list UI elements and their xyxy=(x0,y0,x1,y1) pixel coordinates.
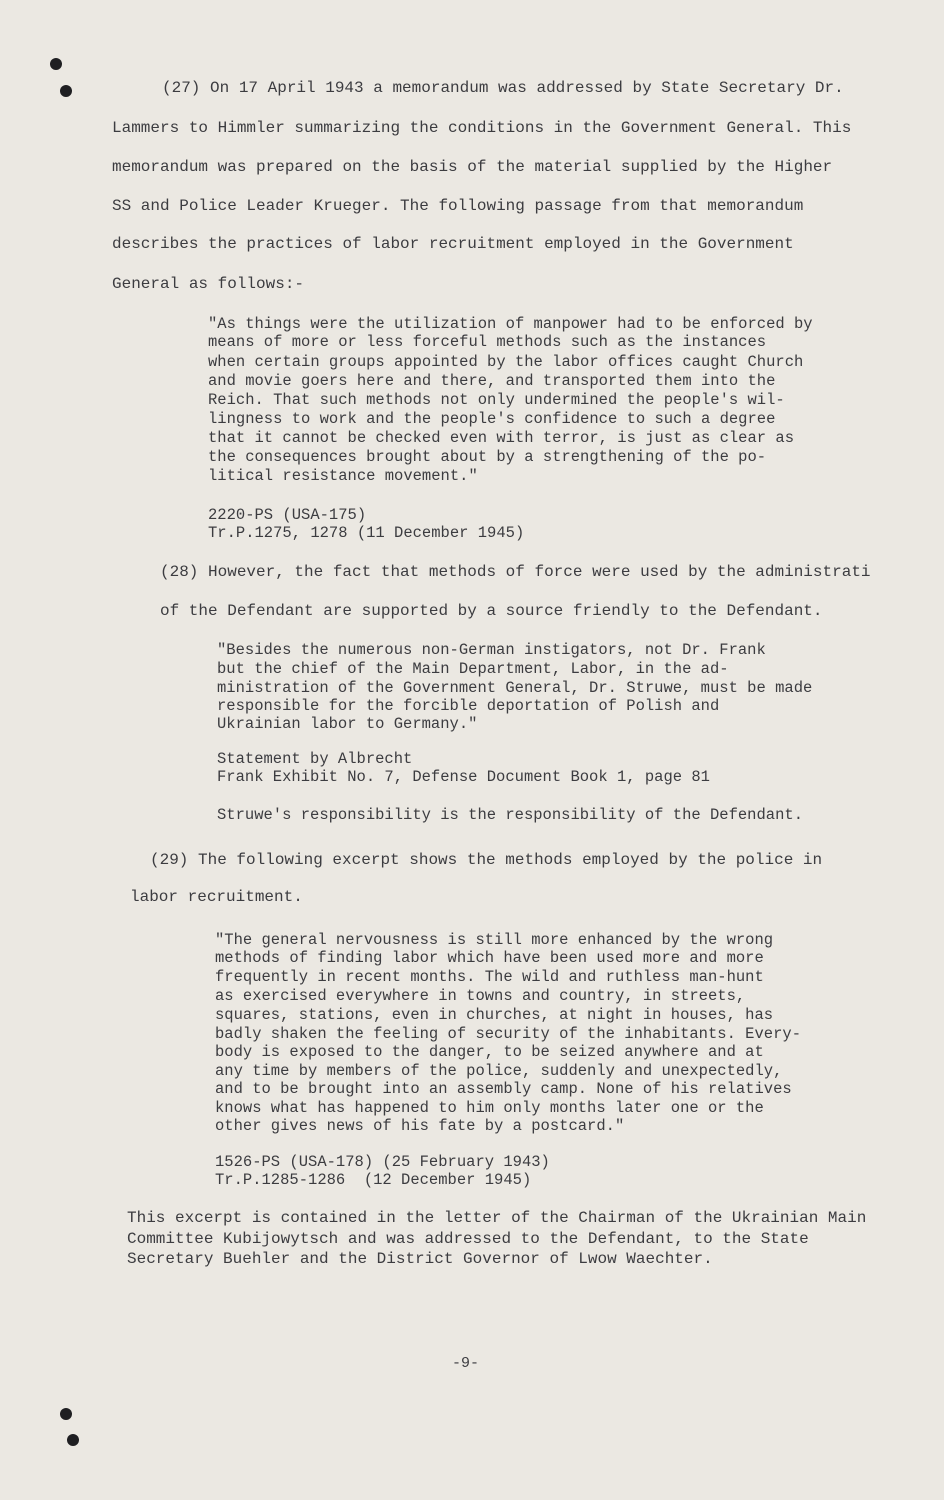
punch-hole-bottom-1 xyxy=(60,1408,72,1420)
citation-line: 1526-PS (USA-178) (25 February 1943) xyxy=(215,1153,550,1171)
paragraph-line: Secretary Buehler and the District Governor of Lwow Waechter. xyxy=(127,1250,713,1268)
paragraph-line: memorandum was prepared on the basis of the material supplied by the Higher xyxy=(112,158,833,176)
citation-line: Tr.P.1275, 1278 (11 December 1945) xyxy=(208,524,525,542)
quote-line: frequently in recent months. The wild and ruthless man-hunt xyxy=(215,968,764,986)
quote-line: "Besides the numerous non-German instigators, not Dr. Frank xyxy=(217,641,766,659)
quote-line: ministration of the Government General, Dr. Struwe, must be made xyxy=(217,679,813,697)
paragraph-line: Lammers to Himmler summarizing the conditions in the Government General. This xyxy=(112,119,852,137)
quote-line: lingness to work and the people's confidence to such a degree xyxy=(208,410,776,428)
page-number: -9- xyxy=(452,1355,480,1372)
note-line: Struwe's responsibility is the responsibility of the Defendant. xyxy=(217,806,803,824)
paragraph-line: describes the practices of labor recruitment employed in the Government xyxy=(112,235,794,253)
quote-line: and movie goers here and there, and transported them into the xyxy=(208,372,776,390)
paragraph-line: This excerpt is contained in the letter of the Chairman of the Ukrainian Main xyxy=(127,1209,867,1227)
citation-line: Frank Exhibit No. 7, Defense Document Book 1, page 81 xyxy=(217,768,710,786)
quote-line: responsible for the forcible deportation of Polish and xyxy=(217,697,720,715)
quote-line: Reich. That such methods not only undermined the people's wil- xyxy=(208,391,785,409)
paragraph-line: labor recruitment. xyxy=(130,888,303,906)
punch-hole-bottom-2 xyxy=(67,1434,79,1446)
quote-line: means of more or less forceful methods such as the instances xyxy=(208,333,767,351)
quote-line: any time by members of the police, suddenly and unexpectedly, xyxy=(215,1062,783,1080)
citation-line: Tr.P.1285-1286 (12 December 1945) xyxy=(215,1171,532,1189)
paragraph-line: of the Defendant are supported by a source friendly to the Defendant. xyxy=(160,602,823,620)
quote-line: methods of finding labor which have been used more and more xyxy=(215,949,764,967)
quote-line: "The general nervousness is still more enhanced by the wrong xyxy=(215,931,774,949)
punch-hole-top-2 xyxy=(60,85,72,97)
paragraph-line: General as follows:- xyxy=(112,275,305,293)
paragraph-line: (27) On 17 April 1943 a memorandum was addressed by State Secretary Dr. xyxy=(162,79,844,97)
quote-line: when certain groups appointed by the labor offices caught Church xyxy=(208,353,804,371)
quote-line: the consequences brought about by a strengthening of the po- xyxy=(208,448,767,466)
quote-line: litical resistance movement." xyxy=(208,467,478,485)
punch-hole-top-1 xyxy=(50,58,62,70)
paragraph-line: SS and Police Leader Krueger. The following passage from that memorandum xyxy=(112,197,804,215)
citation-line: Statement by Albrecht xyxy=(217,750,413,768)
quote-line: but the chief of the Main Department, Labor, in the ad- xyxy=(217,660,729,678)
quote-line: that it cannot be checked even with terror, is just as clear as xyxy=(208,429,794,447)
quote-line: as exercised everywhere in towns and country, in streets, xyxy=(215,987,746,1005)
quote-line: badly shaken the feeling of security of the inhabitants. Every- xyxy=(215,1025,801,1043)
quote-line: other gives news of his fate by a postcard." xyxy=(215,1117,625,1135)
quote-line: squares, stations, even in churches, at night in houses, has xyxy=(215,1006,774,1024)
quote-line: body is exposed to the danger, to be seized anywhere and at xyxy=(215,1043,764,1061)
quote-line: Ukrainian labor to Germany." xyxy=(217,715,478,733)
citation-line: 2220-PS (USA-175) xyxy=(208,506,367,524)
quote-line: and to be brought into an assembly camp. None of his relatives xyxy=(215,1080,792,1098)
paragraph-line: Committee Kubijowytsch and was addressed to the Defendant, to the State xyxy=(127,1230,809,1248)
quote-line: "As things were the utilization of manpower had to be enforced by xyxy=(208,315,813,333)
paragraph-line: (28) However, the fact that methods of force were used by the administrati xyxy=(160,563,871,581)
paragraph-line: (29) The following excerpt shows the methods employed by the police in xyxy=(150,851,823,869)
quote-line: knows what has happened to him only months later one or the xyxy=(215,1099,764,1117)
